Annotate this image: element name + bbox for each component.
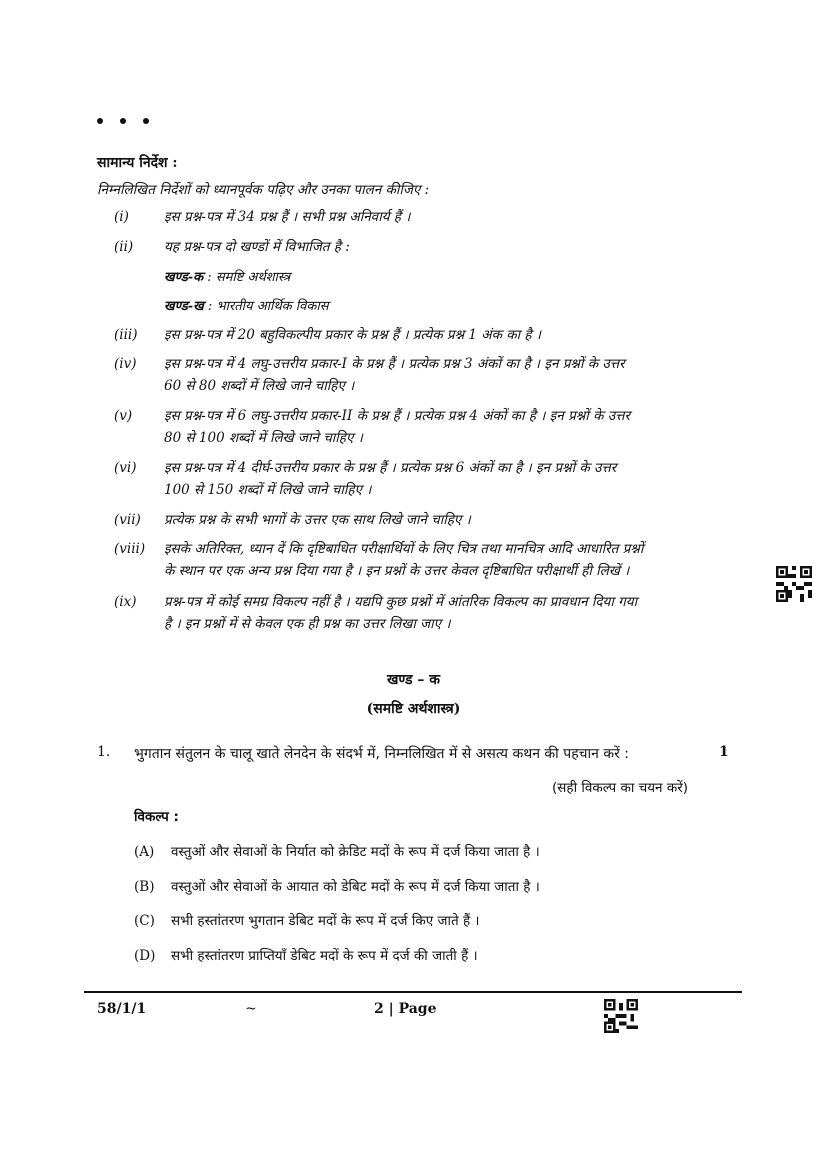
option-d <box>134 946 478 964</box>
instruction-number: (viii) <box>114 541 146 557</box>
bullet-dots <box>97 118 149 124</box>
option-c <box>134 911 480 929</box>
instruction-line: इसके अतिरिक्त, ध्यान दें कि दृष्टिबाधित परीक्षार्थियों के लिए चित्र तथा मानचित्र आदि आधारित प्रश्नों <box>164 541 644 557</box>
page-number: 2 | Page <box>374 1001 437 1017</box>
instruction-line: 60 से 80 शब्दों में लिखे जाने चाहिए । <box>164 378 355 394</box>
instruction-line: 80 से 100 शब्दों में लिखे जाने चाहिए । <box>164 430 363 446</box>
instruction-text <box>164 405 734 449</box>
instructions-intro: निम्नलिखित निर्देशों को ध्यानपूर्वक पढ़िए और उनका पालन कीजिए : <box>97 182 430 198</box>
instruction-line: 100 से 150 शब्दों में लिखे जाने चाहिए । <box>164 482 372 498</box>
instruction-number: (v) <box>114 408 133 424</box>
options-heading: विकल्प : <box>134 809 179 825</box>
instruction-line: इस प्रश्न-पत्र में 6 लघु-उत्तरीय प्रकार-II के प्रश्न हैं । प्रत्येक प्रश्न 4 अंकों का है । इन प्रश्नों के उत्तर <box>164 408 630 424</box>
instruction-item <box>114 324 734 346</box>
instruction-text <box>164 457 734 501</box>
instruction-number: (i) <box>114 209 129 225</box>
section-a-name: समष्टि अर्थशास्त्र <box>215 270 291 285</box>
option-text: सभी हस्तांतरण भुगतान डेबिट मदों के रूप में दर्ज किए जाते हैं । <box>171 913 480 929</box>
instruction-item <box>114 353 734 397</box>
section-separator: : <box>203 299 217 314</box>
instruction-number: (ix) <box>114 594 137 610</box>
instruction-line: इस प्रश्न-पत्र में 4 लघु-उत्तरीय प्रकार-I के प्रश्न हैं । प्रत्येक प्रश्न 3 अंकों का है । इन प्रश्नों के उत्तर <box>164 356 625 372</box>
option-text: सभी हस्तांतरण प्राप्तियाँ डेबिट मदों के रूप में दर्ज की जाती हैं । <box>171 948 478 964</box>
instruction-text <box>164 591 734 635</box>
paper-code: 58/1/1 <box>97 1001 147 1017</box>
instruction-text: इस प्रश्न-पत्र में 34 प्रश्न हैं । सभी प्रश्न अनिवार्य हैं । <box>164 209 411 225</box>
dot-icon <box>120 118 126 124</box>
section-a-label: खण्ड-क <box>164 270 204 285</box>
instruction-number: (iv) <box>114 356 137 372</box>
instruction-line: के स्थान पर एक अन्य प्रश्न दिया गया है । इन प्रश्नों के उत्तर केवल दृष्टिबाधित परीक्षार्थी ही लिखें । <box>164 563 630 579</box>
instruction-line: इस प्रश्न-पत्र में 4 दीर्घ-उत्तरीय प्रकार के प्रश्न हैं । प्रत्येक प्रश्न 6 अंकों का है । इन प्रश्नों के उत्तर <box>164 460 617 476</box>
section-title: खण्ड – क <box>386 672 441 688</box>
instruction-item <box>114 538 734 582</box>
section-subtitle: (समष्टि अर्थशास्त्र) <box>366 701 461 717</box>
instruction-number: (vii) <box>114 512 141 528</box>
footer-divider <box>84 991 742 993</box>
question-text: भुगतान संतुलन के चालू खाते लेनदेन के संदर्भ में, निम्नलिखित में से असत्य कथन की पहचान करें : <box>134 746 630 762</box>
option-label: (D) <box>134 948 156 964</box>
instruction-item <box>114 206 734 228</box>
instruction-line: है । इन प्रश्नों में से केवल एक ही प्रश्न का उत्तर लिखा जाए । <box>164 616 451 632</box>
dot-icon <box>143 118 149 124</box>
section-separator: : <box>203 270 216 285</box>
instruction-text <box>164 538 734 582</box>
instruction-item <box>114 591 734 635</box>
general-instructions-heading: सामान्य निर्देश : <box>97 155 178 171</box>
instruction-number: (ii) <box>114 239 134 255</box>
section-b-label: खण्ड-ख <box>164 299 204 314</box>
section-a-line <box>164 267 290 285</box>
footer-tilde: ~ <box>245 1001 257 1017</box>
question-number: 1. <box>97 744 111 760</box>
qr-code-icon <box>776 566 812 602</box>
section-b-name: भारतीय आर्थिक विकास <box>216 299 329 314</box>
instruction-text: यह प्रश्न-पत्र दो खण्डों में विभाजित है : <box>164 239 350 255</box>
instruction-number: (iii) <box>114 327 138 343</box>
option-text: वस्तुओं और सेवाओं के निर्यात को क्रेडिट मदों के रूप में दर्ज किया जाता है । <box>171 844 540 860</box>
instruction-line: प्रश्न-पत्र में कोई समग्र विकल्प नहीं है । यद्यपि कुछ प्रश्नों में आंतरिक विकल्प का प्रावधान दिया गया <box>164 594 638 610</box>
question-hint: (सही विकल्प का चयन करें) <box>552 780 688 796</box>
qr-code-icon <box>604 999 638 1033</box>
instruction-text: इस प्रश्न-पत्र में 20 बहुविकल्पीय प्रकार के प्रश्न हैं । प्रत्येक प्रश्न 1 अंक का है । <box>164 327 541 343</box>
option-label: (B) <box>134 879 155 895</box>
option-text: वस्तुओं और सेवाओं के आयात को डेबिट मदों के रूप में दर्ज किया जाता है । <box>171 879 540 895</box>
instruction-text: प्रत्येक प्रश्न के सभी भागों के उत्तर एक साथ लिखे जाने चाहिए । <box>164 512 471 528</box>
option-a <box>134 842 540 860</box>
option-b <box>134 877 540 895</box>
instruction-number: (vi) <box>114 460 137 476</box>
instruction-text <box>164 353 734 397</box>
question-marks: 1 <box>719 744 729 760</box>
instruction-item <box>114 405 734 449</box>
instruction-item <box>114 509 734 531</box>
instruction-item <box>114 236 734 258</box>
option-label: (C) <box>134 913 155 929</box>
section-b-line <box>164 296 329 314</box>
dot-icon <box>97 118 103 124</box>
instruction-item <box>114 457 734 501</box>
option-label: (A) <box>134 844 155 860</box>
